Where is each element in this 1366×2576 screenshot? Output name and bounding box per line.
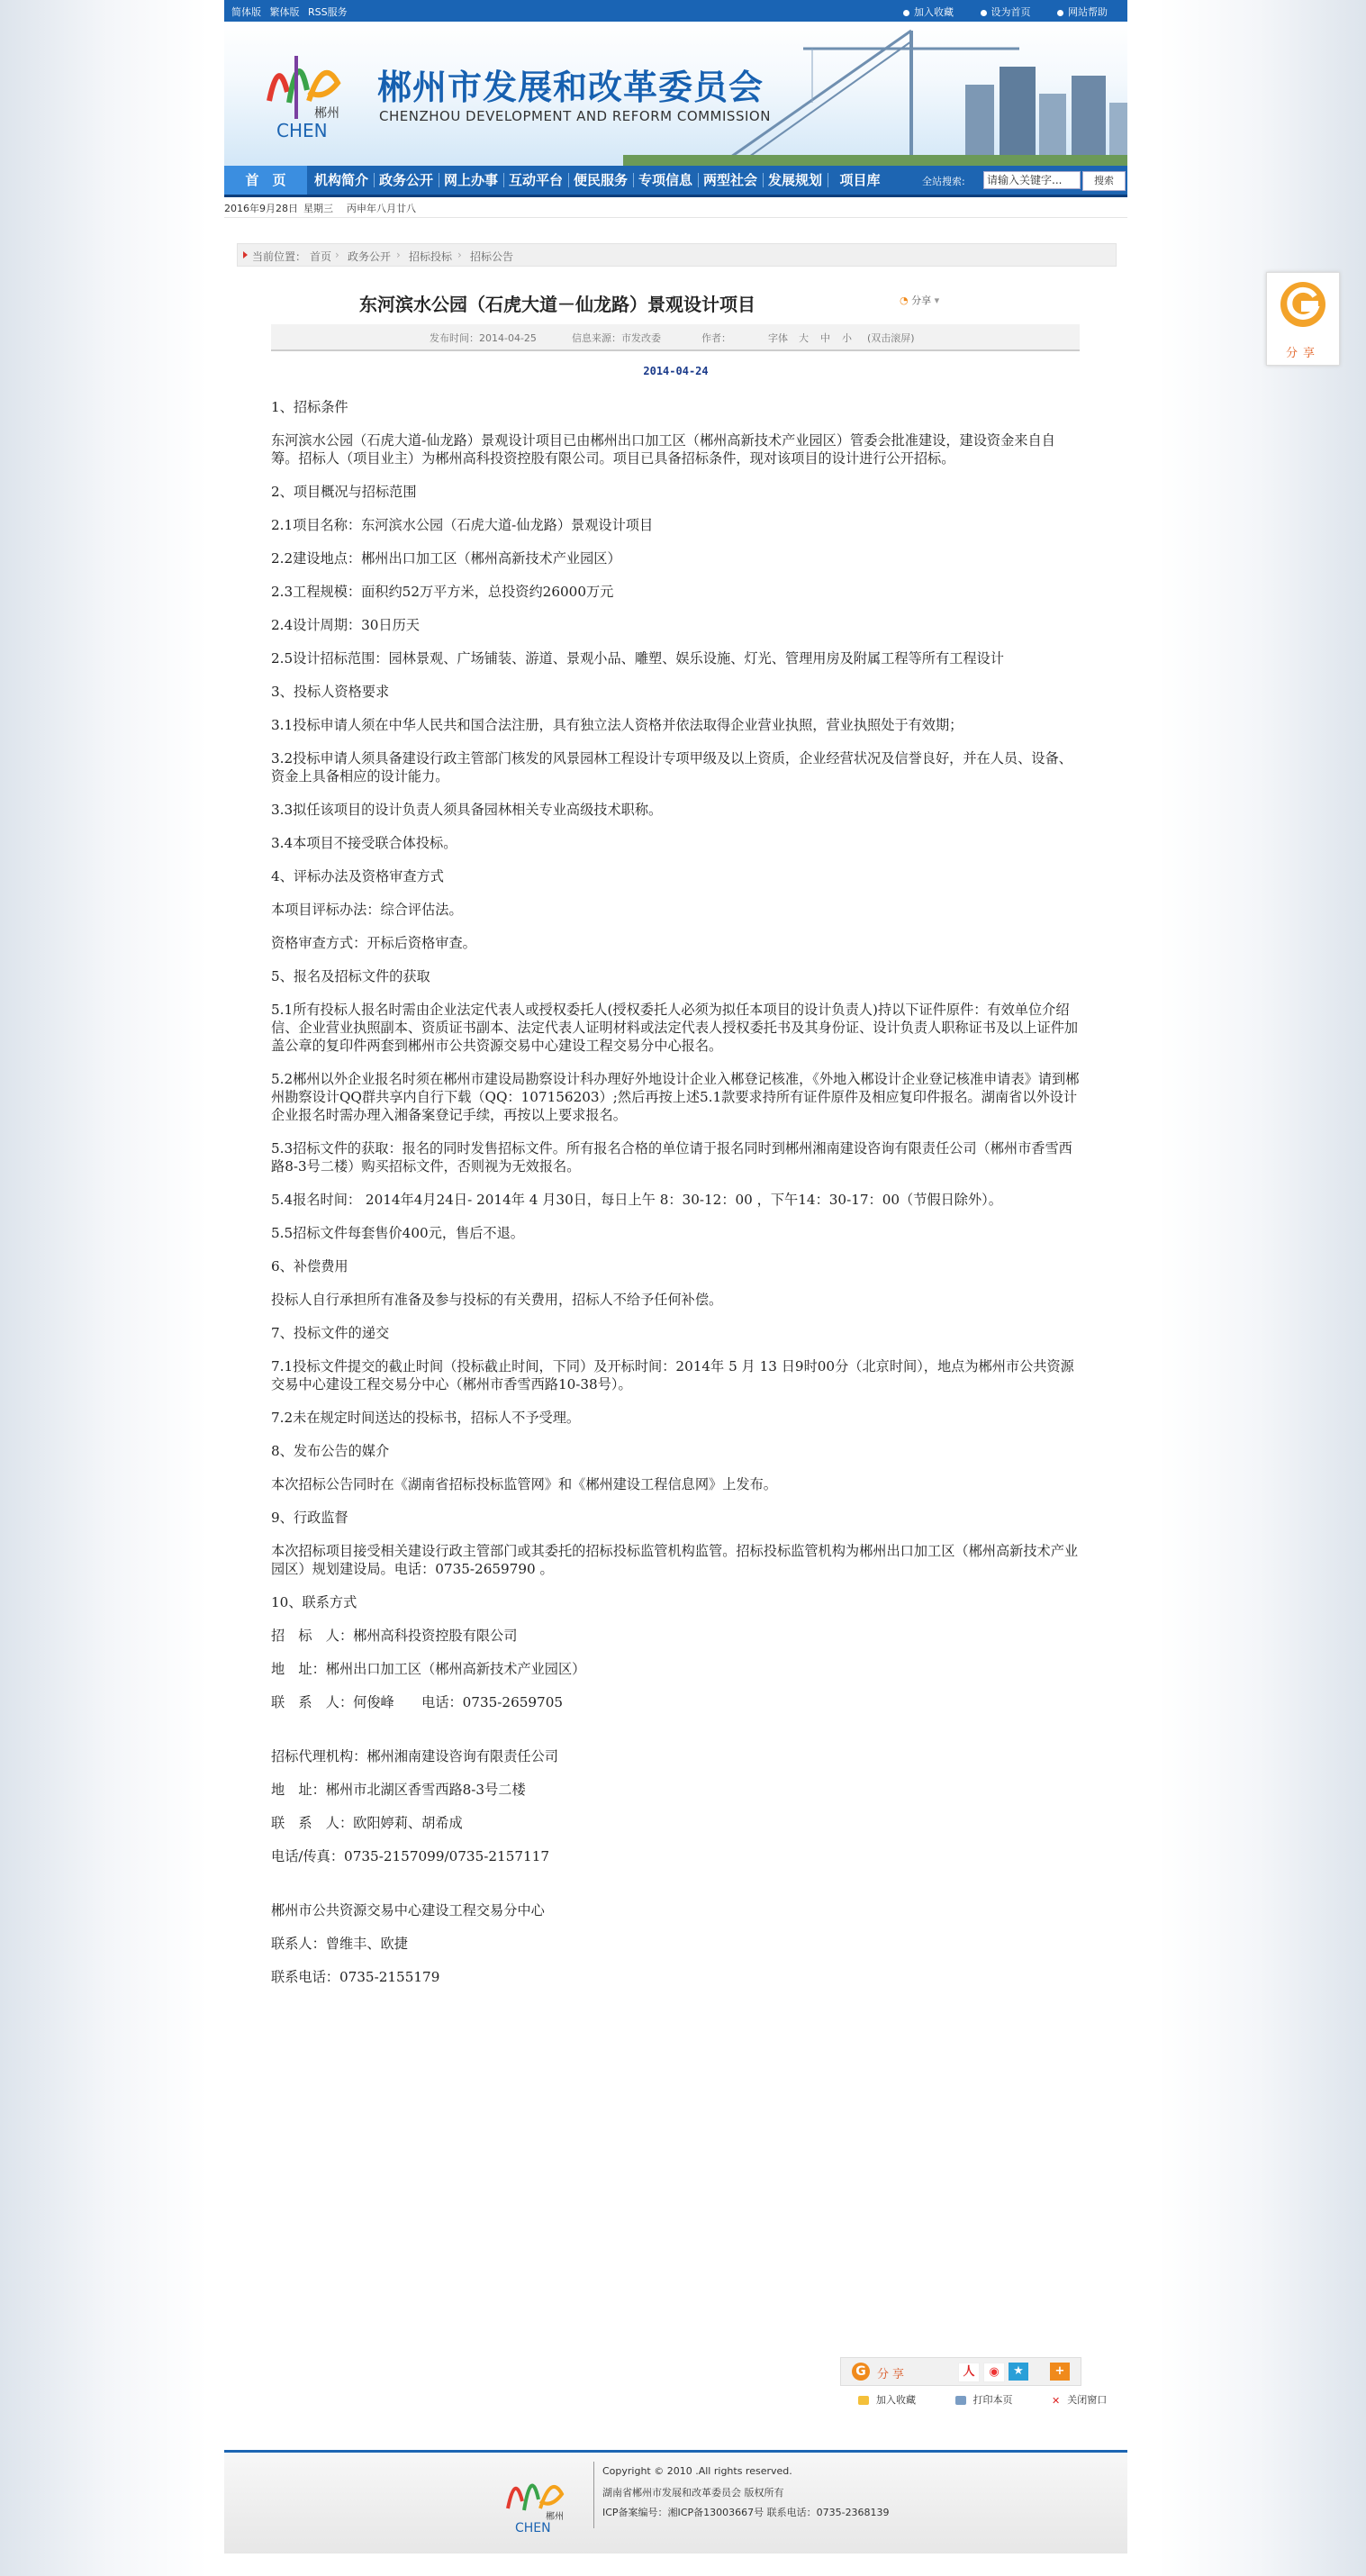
- font-small-button[interactable]: 小: [842, 332, 852, 344]
- lunar-date: 丙申年八月廿八: [347, 203, 416, 214]
- article-date: 2014-04-24: [643, 365, 709, 377]
- add-favorite-button[interactable]: 加入收藏: [858, 2394, 916, 2406]
- icp-text: ICP备案编号：湘ICP备13003667号 联系电话：0735-2368139: [602, 2507, 890, 2518]
- author: 作者：: [701, 332, 731, 344]
- float-share-label: 分享: [1285, 347, 1320, 360]
- paragraph: 5.1所有投标人报名时需由企业法定代表人或授权委托人(授权委托人必须为拟任本项目的设计负责人)持以下证件原件：有效单位介绍信、企业营业执照副本、资质证书副本、法定代表人证明材料或法定代表人授权委托书及其身份证、设计负责人职称证书及以上证件加盖公章的复印件两套到郴州市公共资源交易中心建设工程交易分中心报名。: [271, 1002, 1079, 1054]
- article-meta: [271, 324, 1080, 351]
- logo-en: CHEN: [276, 120, 328, 141]
- nav-two-type-society[interactable]: 两型社会: [702, 172, 757, 188]
- paragraph: 投标人自行承担所有准备及参与投标的有关费用，招标人不给予任何补偿。: [271, 1292, 723, 1308]
- info-source: 信息来源：市发改委: [572, 332, 661, 344]
- dot-icon: [903, 10, 909, 16]
- paragraph: 3.4本项目不接受联合体投标。: [271, 835, 457, 851]
- share-logo-icon[interactable]: G: [852, 2363, 870, 2381]
- paragraph: 2.4设计周期：30日历天: [271, 617, 420, 633]
- paragraph: 2.2建设地点：郴州出口加工区（郴州高新技术产业园区）: [271, 550, 621, 567]
- lang-simplified-link[interactable]: 简体版: [231, 6, 261, 18]
- paragraph: 4、评标办法及资格审查方式: [271, 868, 444, 884]
- paragraph: 3.1投标申请人须在中华人民共和国合法注册，具有独立法人资格并依法取得企业营业执照，营业执照处于有效期；: [271, 717, 963, 733]
- date-bar: [224, 197, 1127, 218]
- paragraph: 2.3工程规模：面积约52万平方米，总投资约26000万元: [271, 584, 614, 600]
- paragraph: 2、项目概况与招标范围: [271, 484, 417, 500]
- footer-logo-en: CHEN: [515, 2521, 551, 2534]
- paragraph: 招标代理机构：郴州湘南建设咨询有限责任公司: [271, 1748, 558, 1764]
- copyright-text: Copyright © 2010 .All rights reserved.: [602, 2465, 792, 2477]
- footer-logo-cn: 郴州: [546, 2512, 564, 2522]
- printer-icon: [955, 2396, 966, 2405]
- paragraph: 1、招标条件: [271, 399, 348, 415]
- paragraph: 2.1项目名称：东河滨水公园（石虎大道-仙龙路）景观设计项目: [271, 517, 654, 533]
- site-footer: [224, 2450, 1127, 2553]
- paragraph: 7.2未在规定时间送达的投标书，招标人不予受理。: [271, 1410, 581, 1426]
- breadcrumb-bidding[interactable]: 招标投标: [409, 250, 453, 263]
- paragraph: 7.1投标文件提交的截止时间（投标截止时间，下同）及开标时间：2014年 5 月 13 日9时00分（北京时间），地点为郴州市公共资源交易中心建设工程交易分中心（郴州市香雪西路10-38号）。: [271, 1358, 1074, 1392]
- nav-home[interactable]: 首 页: [224, 166, 307, 195]
- print-button[interactable]: 打印本页: [955, 2394, 1013, 2406]
- floating-share-widget[interactable]: [1266, 272, 1340, 366]
- lang-traditional-link[interactable]: 繁体版: [269, 6, 300, 18]
- font-size-label: 字体: [768, 332, 788, 344]
- paragraph: 5.2郴州以外企业报名时须在郴州市建设局勘察设计科办理好外地设计企业入郴登记核准，《外地入郴设计企业登记核准申请表》请到郴州勘察设计QQ群共享内自行下载（QQ：107156203）;然后再按上述5.1款要求持所有证件原件及相应复印件报名。湖南省以外设计企业报名时需办理入湘备案登记手续，再按以上要求报名。: [271, 1071, 1080, 1123]
- current-weekday: 星期三: [303, 203, 333, 214]
- font-medium-button[interactable]: 中: [820, 332, 830, 344]
- paragraph: 郴州市公共资源交易中心建设工程交易分中心: [271, 1902, 545, 1918]
- dot-icon: [1057, 10, 1063, 16]
- set-homepage-link[interactable]: 设为首页: [981, 6, 1031, 18]
- weibo-icon[interactable]: ◉: [983, 2363, 1005, 2382]
- paragraph: 联系人：曾维丰、欧捷: [271, 1936, 408, 1952]
- paragraph: 2.5设计招标范围：园林景观、广场铺装、游道、景观小品、雕塑、娱乐设施、灯光、管理用房及附属工程等所有工程设计: [271, 650, 1004, 667]
- add-favorite-link[interactable]: 加入收藏: [903, 6, 954, 18]
- site-title: 郴州市发展和改革委员会: [377, 67, 764, 107]
- more-icon[interactable]: +: [1050, 2363, 1070, 2381]
- site-subtitle: CHENZHOU DEVELOPMENT AND REFORM COMMISSION: [379, 108, 771, 124]
- paragraph: 本项目评标办法：综合评估法。: [271, 902, 463, 918]
- paragraph: 6、补偿费用: [271, 1258, 348, 1274]
- paragraph: 东河滨水公园（石虎大道-仙龙路）景观设计项目已由郴州出口加工区（郴州高新技术产业园区）管委会批准建设，建设资金来自自筹。招标人（项目业主）为郴州高科投资控股有限公司。项目已具备招标条件，现对该项目的设计进行公开招标。: [271, 432, 1055, 467]
- paragraph: 电话/传真：0735-2157099/0735-2157117: [271, 1848, 550, 1864]
- site-logo[interactable]: [251, 38, 359, 146]
- nav-gov-affairs[interactable]: 政务公开: [378, 172, 433, 188]
- close-window-button[interactable]: ✕ 关闭窗口: [1052, 2394, 1108, 2407]
- renren-icon[interactable]: 人: [958, 2363, 980, 2382]
- nav-special-info[interactable]: 专项信息: [638, 172, 692, 188]
- breadcrumb-arrow-icon: [243, 251, 248, 259]
- breadcrumb-gov-affairs[interactable]: 政务公开: [348, 250, 392, 263]
- paragraph: 地 址：郴州市北湖区香雪西路8-3号二楼: [271, 1782, 526, 1798]
- paragraph: 5.3招标文件的获取：报名的同时发售招标文件。所有报名合格的单位请于报名同时到郴州湘南建设咨询有限责任公司（郴州市香雪西路8-3号二楼）购买招标文件，否则视为无效报名。: [271, 1140, 1072, 1175]
- nav-interaction[interactable]: 互动平台: [508, 172, 563, 188]
- logo-cn: 郴州: [314, 106, 339, 121]
- paragraph: 3.3拟任该项目的设计负责人须具备园林相关专业高级技术职称。: [271, 802, 663, 818]
- breadcrumb-home[interactable]: 首页: [310, 250, 332, 263]
- paragraph: 资格审查方式：开标后资格审查。: [271, 935, 476, 951]
- paragraph: 9、行政监督: [271, 1510, 348, 1526]
- paragraph: 7、投标文件的递交: [271, 1325, 390, 1341]
- breadcrumb: 当前位置： 首页 › 政务公开 › 招标投标 › 招标公告: [237, 243, 1117, 267]
- paragraph: 10、联系方式: [271, 1594, 357, 1610]
- nav-convenience[interactable]: 便民服务: [573, 172, 628, 188]
- paragraph: 联 系 人：何俊峰 电话：0735-2659705: [271, 1694, 564, 1710]
- paragraph: 5.5招标文件每套售价400元，售后不退。: [271, 1225, 524, 1241]
- article-body: [271, 398, 1080, 2001]
- paragraph: 3、投标人资格要求: [271, 684, 390, 700]
- close-icon: ✕: [1052, 2394, 1061, 2407]
- paragraph: 本次招标公告同时在《湖南省招标投标监管网》和《郴州建设工程信息网》上发布。: [271, 1476, 777, 1492]
- header-banner: [224, 22, 1127, 166]
- search-label: 全站搜索:: [922, 176, 965, 187]
- breadcrumb-bid-notice[interactable]: 招标公告: [470, 250, 514, 263]
- paragraph: 5、报名及招标文件的获取: [271, 968, 430, 984]
- breadcrumb-label: 当前位置：: [252, 250, 307, 263]
- page-container: [224, 0, 1127, 2576]
- top-bar: [224, 0, 1127, 22]
- nav-about[interactable]: 机构简介: [313, 172, 368, 188]
- nav-project-library[interactable]: 项目库: [839, 172, 881, 188]
- paragraph: 5.4报名时间： 2014年4月24日- 2014年 4 月30日，每日上午 8：30-12：00 ，下午14：30-17：00（节假日除外）。: [271, 1192, 1002, 1208]
- rss-link[interactable]: RSS服务: [308, 6, 348, 18]
- chevron-down-icon: ▾: [934, 295, 940, 306]
- article-share-button[interactable]: [900, 293, 939, 307]
- qzone-icon[interactable]: ★: [1009, 2363, 1028, 2381]
- paragraph: 招 标 人：郴州高科投资控股有限公司: [271, 1628, 518, 1644]
- nav-online-service[interactable]: 网上办事: [443, 172, 498, 188]
- share-logo-icon: [1279, 280, 1327, 329]
- publish-time: 发布时间：2014-04-25: [430, 332, 537, 344]
- font-large-button[interactable]: 大: [799, 332, 809, 344]
- paragraph: 联系电话：0735-2155179: [271, 1969, 440, 1985]
- nav-development-plan[interactable]: 发展规划: [767, 172, 822, 188]
- site-help-link[interactable]: 网站帮助: [1057, 6, 1108, 18]
- dblclick-scroll-hint: (双击滚屏): [867, 332, 915, 344]
- paragraph: 联 系 人：欧阳婷莉、胡希成: [271, 1815, 463, 1831]
- share-bar: [840, 2357, 1081, 2386]
- current-date: 2016年9月28日: [224, 203, 298, 214]
- main-nav: [224, 166, 1127, 197]
- search-button[interactable]: 搜索: [1082, 171, 1126, 191]
- footer-logo: [499, 2463, 580, 2534]
- paragraph: 3.2投标申请人须具备建设行政主管部门核发的风景园林工程设计专项甲级及以上资质，企业经营状况及信誉良好，并在人员、设备、资金上具备相应的设计能力。: [271, 750, 1072, 785]
- paragraph: 地 址：郴州出口加工区（郴州高新技术产业园区）: [271, 1661, 586, 1677]
- paragraph: 本次招标项目接受相关建设行政主管部门或其委托的招标投标监管机构监管。招标投标监管机构为郴州出口加工区（郴州高新技术产业园区）规划建设局。电话：0735-2659790 。: [271, 1543, 1079, 1577]
- skyline-illustration: [623, 22, 1127, 166]
- share-bar-label[interactable]: 分享: [877, 2368, 909, 2381]
- dot-icon: [981, 10, 987, 16]
- paragraph: 8、发布公告的媒介: [271, 1443, 390, 1459]
- owner-text: 湖南省郴州市发展和改革委员会 版权所有: [602, 2487, 784, 2499]
- share-small-icon: ◔: [900, 295, 909, 306]
- article-tools: [822, 2392, 1107, 2407]
- search-input[interactable]: 请输入关键字...: [983, 171, 1081, 189]
- star-icon: [858, 2396, 869, 2405]
- article-title: 东河滨水公园（石虎大道－仙龙路）景观设计项目: [359, 294, 755, 315]
- article-share-label: 分享: [911, 295, 932, 306]
